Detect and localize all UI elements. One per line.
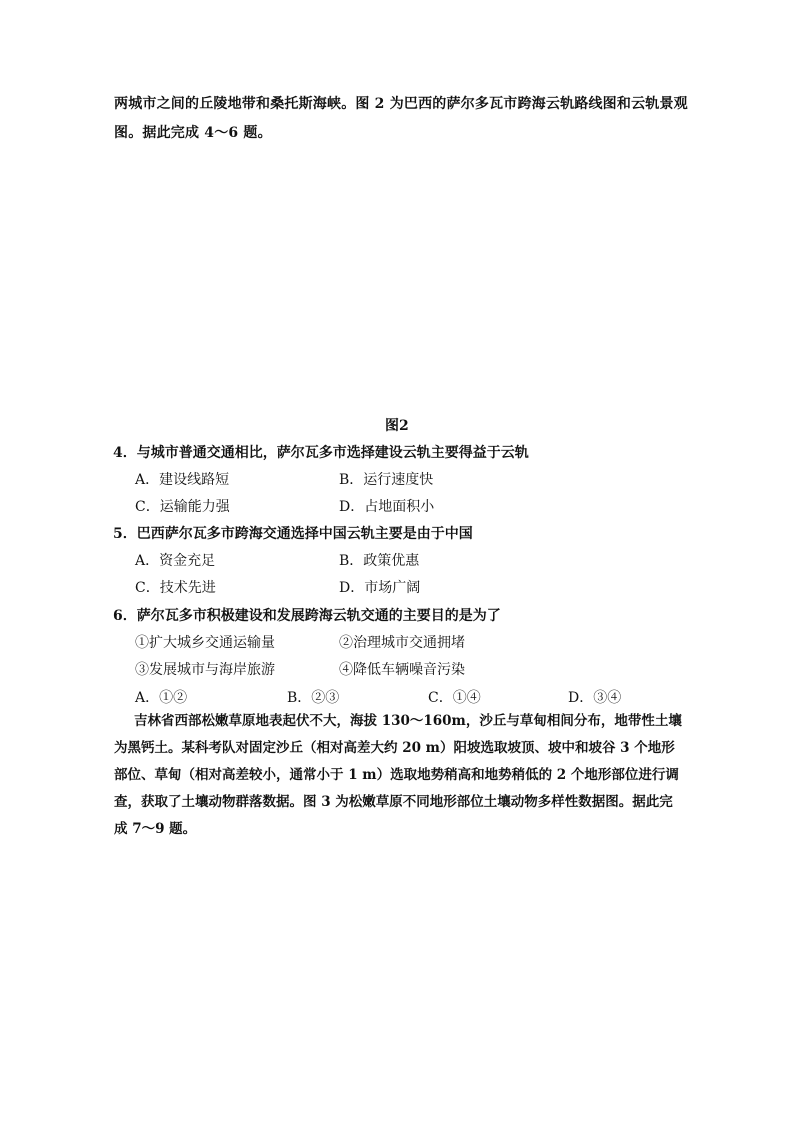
question-5-option-a: A．资金充足 <box>135 553 216 569</box>
question-4-stem: 4．与城市普通交通相比，萨尔瓦多市选择建设云轨主要得益于云轨 <box>113 445 529 461</box>
question-6-statement-2: ②治理城市交通拥堵 <box>339 635 465 651</box>
question-6-stem: 6．萨尔瓦多市积极建设和发展跨海云轨交通的主要目的是为了 <box>113 608 501 624</box>
intro-line-2: 图。据此完成 4～6 题。 <box>114 125 272 141</box>
question-6-option-d: D．③④ <box>568 690 622 706</box>
question-6-option-c: C．①④ <box>428 690 481 706</box>
question-5-option-b: B．政策优惠 <box>339 553 420 569</box>
passage-line-4: 查，获取了土壤动物群落数据。图 3 为松嫩草原不同地形部位土壤动物多样性数据图。据此完 <box>114 794 673 810</box>
passage-line-5: 成 7～9 题。 <box>114 821 197 837</box>
question-6-option-b: B．②③ <box>287 690 340 706</box>
question-4-option-d: D．占地面积小 <box>339 499 435 515</box>
question-4-option-b: B．运行速度快 <box>339 472 434 488</box>
question-6-statement-1: ①扩大城乡交通运输量 <box>135 635 275 651</box>
figure-placeholder <box>114 150 684 405</box>
question-6-statement-3: ③发展城市与海岸旅游 <box>135 662 275 678</box>
question-4-option-c: C．运输能力强 <box>135 499 230 515</box>
passage-line-1: 吉林省西部松嫩草原地表起伏不大，海拔 130～160m，沙丘与草甸相间分布，地带性土壤 <box>134 713 682 729</box>
question-4-option-a: A．建设线路短 <box>135 472 230 488</box>
question-6-option-a: A．①② <box>135 690 188 706</box>
passage-7-9 <box>114 708 684 843</box>
question-5-option-d: D．市场广阔 <box>339 580 421 596</box>
question-5-stem: 5．巴西萨尔瓦多市跨海交通选择中国云轨主要是由于中国 <box>113 526 473 542</box>
question-5-option-c: C．技术先进 <box>135 580 216 596</box>
intro-line-1: 两城市之间的丘陵地带和桑托斯海峡。图 2 为巴西的萨尔多瓦市跨海云轨路线图和云轨景观 <box>114 96 688 112</box>
figure-label: 图2 <box>385 418 409 434</box>
passage-line-3: 部位、草甸（相对高差较小，通常小于 1 m）选取地势稍高和地势稍低的 2 个地形部位进行调 <box>114 767 679 783</box>
question-6-statement-4: ④降低车辆噪音污染 <box>339 662 465 678</box>
passage-line-2: 为黑钙土。某科考队对固定沙丘（相对高差大约 20 m）阳坡选取坡顶、坡中和坡谷 3 个地形 <box>114 740 675 756</box>
